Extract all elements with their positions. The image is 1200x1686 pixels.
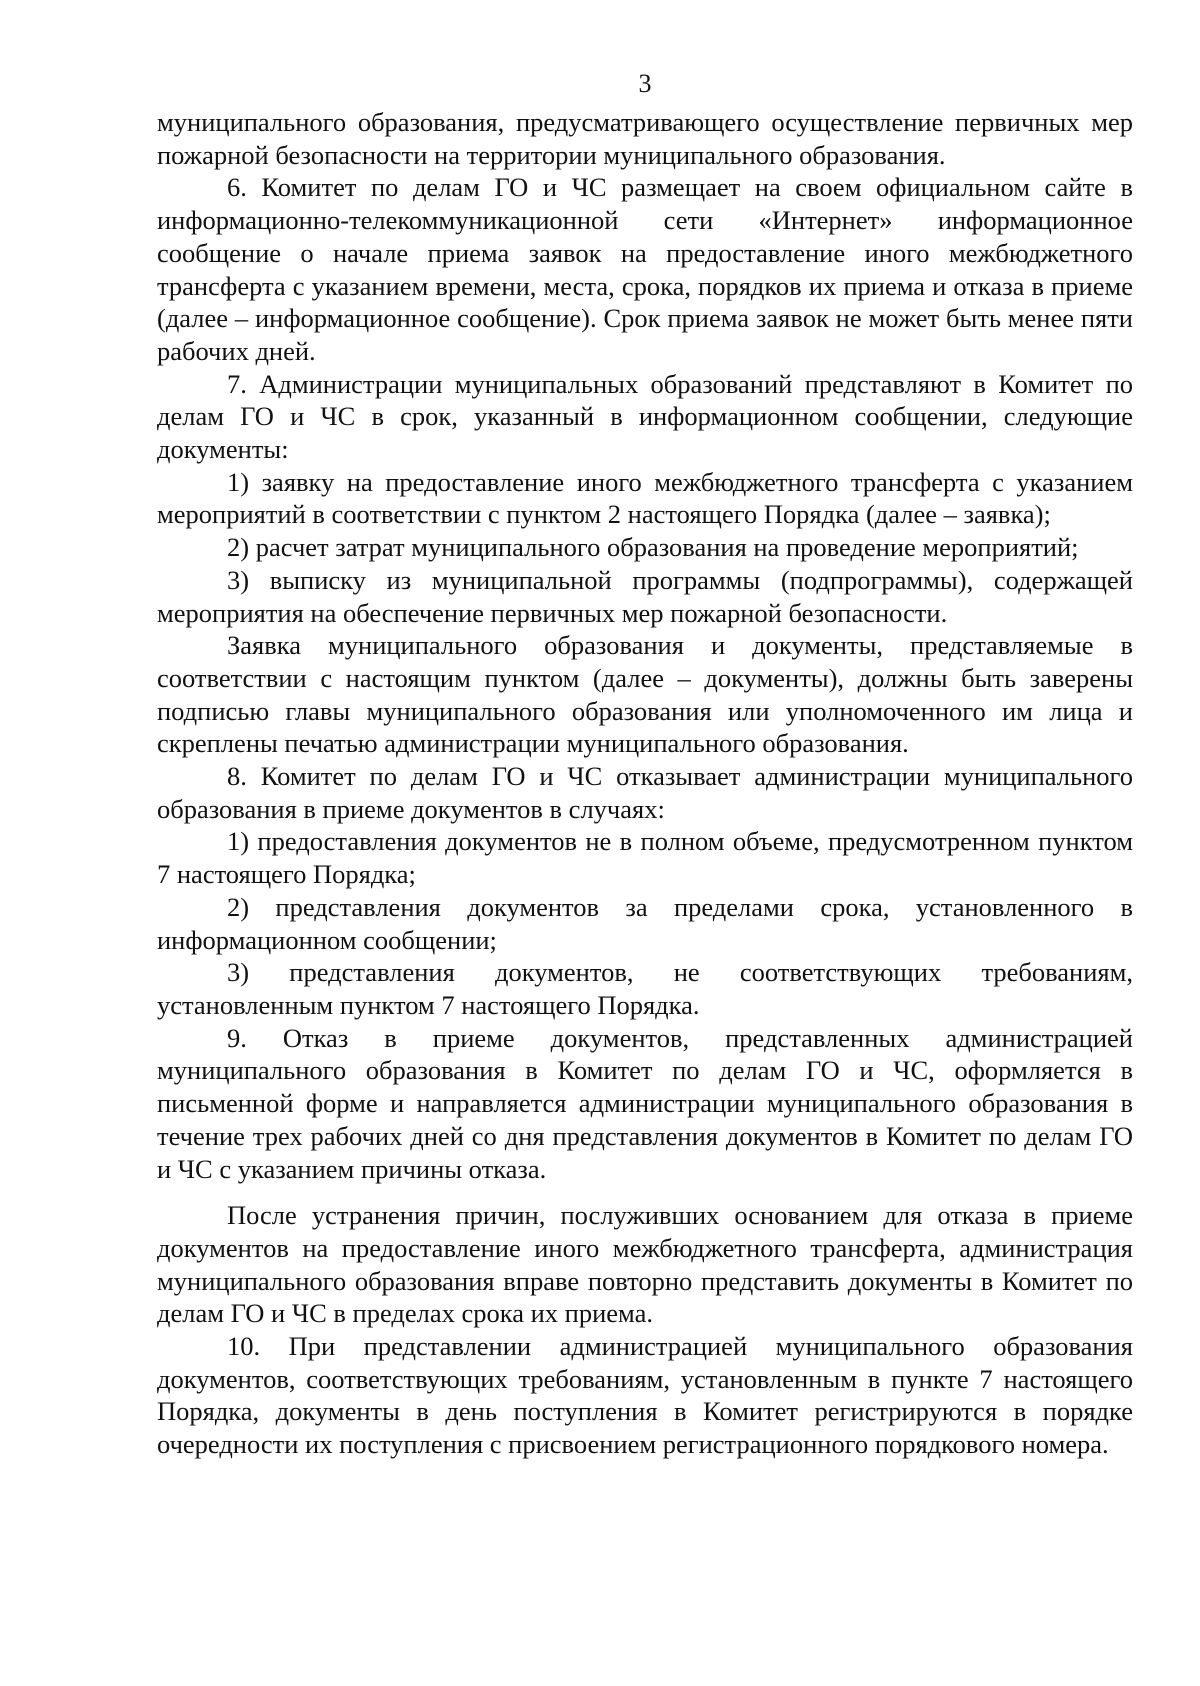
- paragraph: 7. Администрации муниципальных образований представляют в Комитет по делам ГО и ЧС в срок, указанный в информационном сообщении, следующие документы:: [157, 368, 1133, 465]
- document-page: [157, 62, 1133, 1461]
- paragraph: муниципального образования, предусматривающего осуществление первичных мер пожарной безопасности на территории муниципального образования.: [157, 107, 1133, 170]
- paragraph: 8. Комитет по делам ГО и ЧС отказывает администрации муниципального образования в приеме документов в случаях:: [157, 761, 1133, 824]
- paragraph: 1) предоставления документов не в полном объеме, предусмотренном пунктом 7 настоящего Порядка;: [157, 826, 1133, 890]
- paragraph: 3) представления документов, не соответствующих требованиям, установленным пунктом 7 настоящего Порядка.: [157, 957, 1133, 1020]
- paragraph: 6. Комитет по делам ГО и ЧС размещает на своем официальном сайте в информационно-телекоммуникационной сети «Интернет» информационное сообщение о начале приема заявок на предоставление иного межбюджетного трансферта с указанием времени, места, срока, порядков их приема и отказа в приеме (далее – информационное сообщение). Срок приема заявок не может быть менее пяти рабочих дней.: [157, 172, 1133, 366]
- paragraph: 9. Отказ в приеме документов, представленных администрацией муниципального образования в Комитет по делам ГО и ЧС, оформляется в письменной форме и направляется администрации муниципального образования в течение трех рабочих дней со дня представления документов в Комитет по делам ГО и ЧС с указанием причины отказа.: [157, 1022, 1133, 1184]
- paragraph: 2) представления документов за пределами срока, установленного в информационном сообщении;: [157, 891, 1133, 955]
- paragraph: 1) заявку на предоставление иного межбюджетного трансферта с указанием мероприятий в соответствии с пунктом 2 настоящего Порядка (далее – заявка);: [157, 466, 1133, 530]
- paragraph: 10. При представлении администрацией муниципального образования документов, соответствующих требованиям, установленным в пункте 7 настоящего Порядка, документы в день поступления в Комитет регистрируются в порядке очередности их поступления с присвоением регистрационного порядкового номера.: [157, 1331, 1133, 1460]
- paragraph: 3) выписку из муниципальной программы (подпрограммы), содержащей мероприятия на обеспечение первичных мер пожарной безопасности.: [157, 564, 1133, 628]
- paragraph: 2) расчет затрат муниципального образования на проведение мероприятий;: [227, 532, 1079, 563]
- paragraph: Заявка муниципального образования и документы, представляемые в соответствии с настоящим пунктом (далее – документы), должны быть заверены подписью главы муниципального образования или уполномоченного им лица и скреплены печатью администрации муниципального образования.: [157, 630, 1133, 759]
- document-body: [157, 106, 1133, 1461]
- page-number: 3: [638, 69, 652, 98]
- paragraph: После устранения причин, послуживших основанием для отказа в приеме документов на предоставление иного межбюджетного трансферта, администрация муниципального образования вправе повторно представить документы в Комитет по делам ГО и ЧС в пределах срока их приема.: [157, 1200, 1133, 1329]
